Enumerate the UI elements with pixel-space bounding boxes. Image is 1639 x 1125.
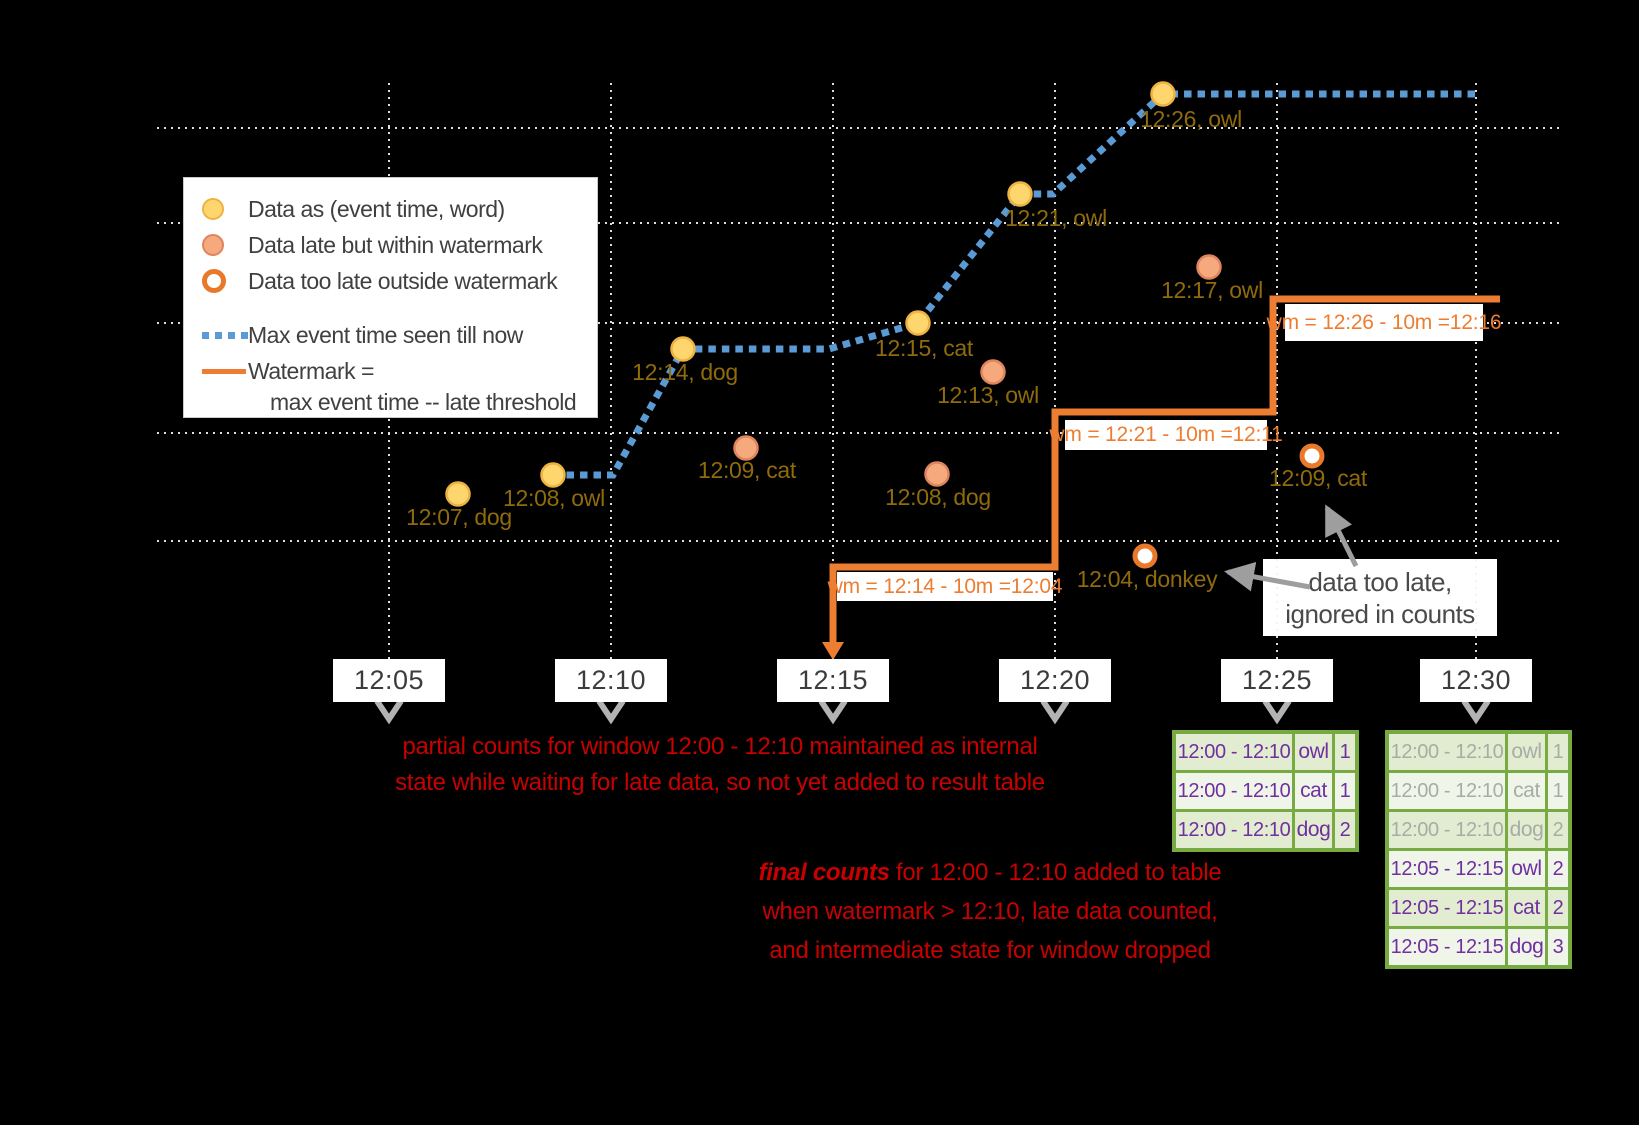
data-point-label: 12:04, donkey (1076, 566, 1218, 592)
time-tick-label-12:20: 12:20 (999, 659, 1111, 702)
too-late-callout-line2: ignored in counts (1285, 598, 1475, 629)
time-tick-label-12:15: 12:15 (777, 659, 889, 702)
legend-label: Max event time seen till now (248, 321, 523, 348)
table-cell-count: 3 (1548, 929, 1568, 965)
final-counts-line2: when watermark > 12:10, late data counted, (762, 898, 1218, 925)
table-cell-count: 1 (1548, 773, 1568, 809)
table-row (1389, 890, 1568, 926)
data-point-label: 12:21, owl (1005, 205, 1107, 231)
legend-label: Watermark = (248, 357, 374, 384)
data-point-ontime (907, 312, 930, 335)
time-tick-label-12:10: 12:10 (555, 659, 667, 702)
final-counts-annotation (680, 853, 1300, 970)
data-point-late (982, 361, 1005, 384)
table-cell-word: owl (1508, 734, 1545, 770)
max-event-time-line (553, 94, 1481, 475)
table-cell-word: cat (1508, 773, 1545, 809)
solid-line-icon (202, 369, 246, 374)
table-cell-count: 1 (1335, 773, 1355, 809)
table-row (1176, 812, 1355, 848)
table-row (1389, 734, 1568, 770)
data-point-ontime (672, 338, 695, 361)
dotted-line-icon (202, 332, 248, 339)
time-tick-label-12:05: 12:05 (333, 659, 445, 702)
data-point-label: 12:17, owl (1161, 277, 1263, 303)
toolate-dot-icon (202, 269, 226, 293)
table-cell-window: 12:05 - 12:15 (1389, 929, 1505, 965)
data-point-label: 12:26, owl (1140, 106, 1242, 132)
table-cell-window: 12:00 - 12:10 (1176, 734, 1292, 770)
final-counts-line3: and intermediate state for window dropped (769, 937, 1211, 964)
legend (183, 177, 598, 418)
data-point-label: 12:13, owl (937, 382, 1039, 408)
legend-item-late (196, 227, 591, 263)
legend-label: Data late but within watermark (248, 231, 543, 258)
time-tick-label-12:30: 12:30 (1420, 659, 1532, 702)
watermark-value-label: wm = 12:26 - 10m =12:16 (1285, 304, 1483, 341)
table-cell-window: 12:00 - 12:10 (1389, 773, 1505, 809)
axis-arrow-icon (377, 701, 401, 719)
legend-watermark-formula: max event time -- late threshold (270, 389, 577, 415)
data-point-late (926, 463, 949, 486)
table-row (1389, 851, 1568, 887)
data-point-label: 12:08, dog (885, 484, 991, 510)
data-point-label: 12:07, dog (406, 504, 512, 530)
final-counts-emphasis: final counts (758, 859, 890, 886)
data-point-label: 12:08, owl (503, 485, 605, 511)
table-cell-count: 2 (1548, 812, 1568, 848)
final-counts-line1-rest: for 12:00 - 12:10 added to table (889, 859, 1222, 886)
table-cell-window: 12:05 - 12:15 (1389, 851, 1505, 887)
table-cell-word: owl (1295, 734, 1332, 770)
table-cell-word: dog (1508, 929, 1545, 965)
legend-label: Data as (event time, word) (248, 195, 505, 222)
legend-item-watermark (196, 353, 591, 389)
callout-arrow (1228, 572, 1310, 587)
axis-arrow-icon (1265, 701, 1289, 719)
late-dot-icon (202, 234, 224, 256)
watermark-value-label: wm = 12:21 - 10m =12:11 (1065, 420, 1267, 450)
table-cell-count: 2 (1548, 851, 1568, 887)
data-point-label: 12:14, dog (632, 359, 738, 385)
legend-label: Data too late outside watermark (248, 267, 558, 294)
table-row (1176, 773, 1355, 809)
final-counts-line1 (680, 853, 1300, 892)
axis-arrow-icon (1464, 701, 1488, 719)
table-cell-word: cat (1508, 890, 1545, 926)
ontime-dot-icon (202, 198, 224, 220)
data-point-late (1198, 256, 1221, 279)
axis-arrow-icon (821, 701, 845, 719)
data-point-too-late (1135, 546, 1155, 566)
table-cell-window: 12:00 - 12:10 (1176, 812, 1292, 848)
data-point-ontime (1009, 183, 1032, 206)
data-point-too-late (1302, 446, 1322, 466)
table-cell-window: 12:00 - 12:10 (1389, 734, 1505, 770)
table-cell-count: 2 (1548, 890, 1568, 926)
data-point-label: 12:09, cat (697, 457, 797, 483)
table-row (1176, 734, 1355, 770)
table-cell-window: 12:00 - 12:10 (1176, 773, 1292, 809)
table-row (1389, 812, 1568, 848)
table-cell-window: 12:05 - 12:15 (1389, 890, 1505, 926)
table-cell-count: 2 (1335, 812, 1355, 848)
table-cell-count: 1 (1335, 734, 1355, 770)
table-cell-word: dog (1295, 812, 1332, 848)
data-point-ontime (542, 464, 565, 487)
table-cell-window: 12:00 - 12:10 (1389, 812, 1505, 848)
partial-counts-annotation (320, 729, 1120, 801)
table-cell-word: owl (1508, 851, 1545, 887)
watermark-arrow-icon (822, 642, 844, 660)
too-late-callout-line1: data too late, (1308, 566, 1452, 597)
data-point-ontime (447, 483, 470, 506)
legend-item-toolate (196, 263, 591, 299)
axis-arrow-icon (1043, 701, 1067, 719)
data-point-label: 12:15, cat (874, 335, 974, 361)
legend-item-ontime (196, 191, 591, 227)
partial-counts-line1: partial counts for window 12:00 - 12:10 maintained as internal (402, 733, 1038, 760)
table-row (1389, 929, 1568, 965)
table-cell-count: 1 (1548, 734, 1568, 770)
data-point-ontime (1152, 83, 1175, 106)
result-table-2 (1385, 730, 1572, 969)
data-point-label: 12:09, cat (1268, 465, 1368, 491)
table-cell-word: cat (1295, 773, 1332, 809)
watermark-value-label: wm = 12:14 - 10m =12:04 (837, 572, 1053, 601)
legend-item-max-event-time (196, 317, 591, 353)
axis-arrow-icon (599, 701, 623, 719)
partial-counts-line2: state while waiting for late data, so not yet added to result table (395, 769, 1045, 796)
time-tick-label-12:25: 12:25 (1221, 659, 1333, 702)
callout-arrow (1327, 508, 1356, 566)
table-cell-word: dog (1508, 812, 1545, 848)
result-table-1 (1172, 730, 1359, 852)
table-row (1389, 773, 1568, 809)
